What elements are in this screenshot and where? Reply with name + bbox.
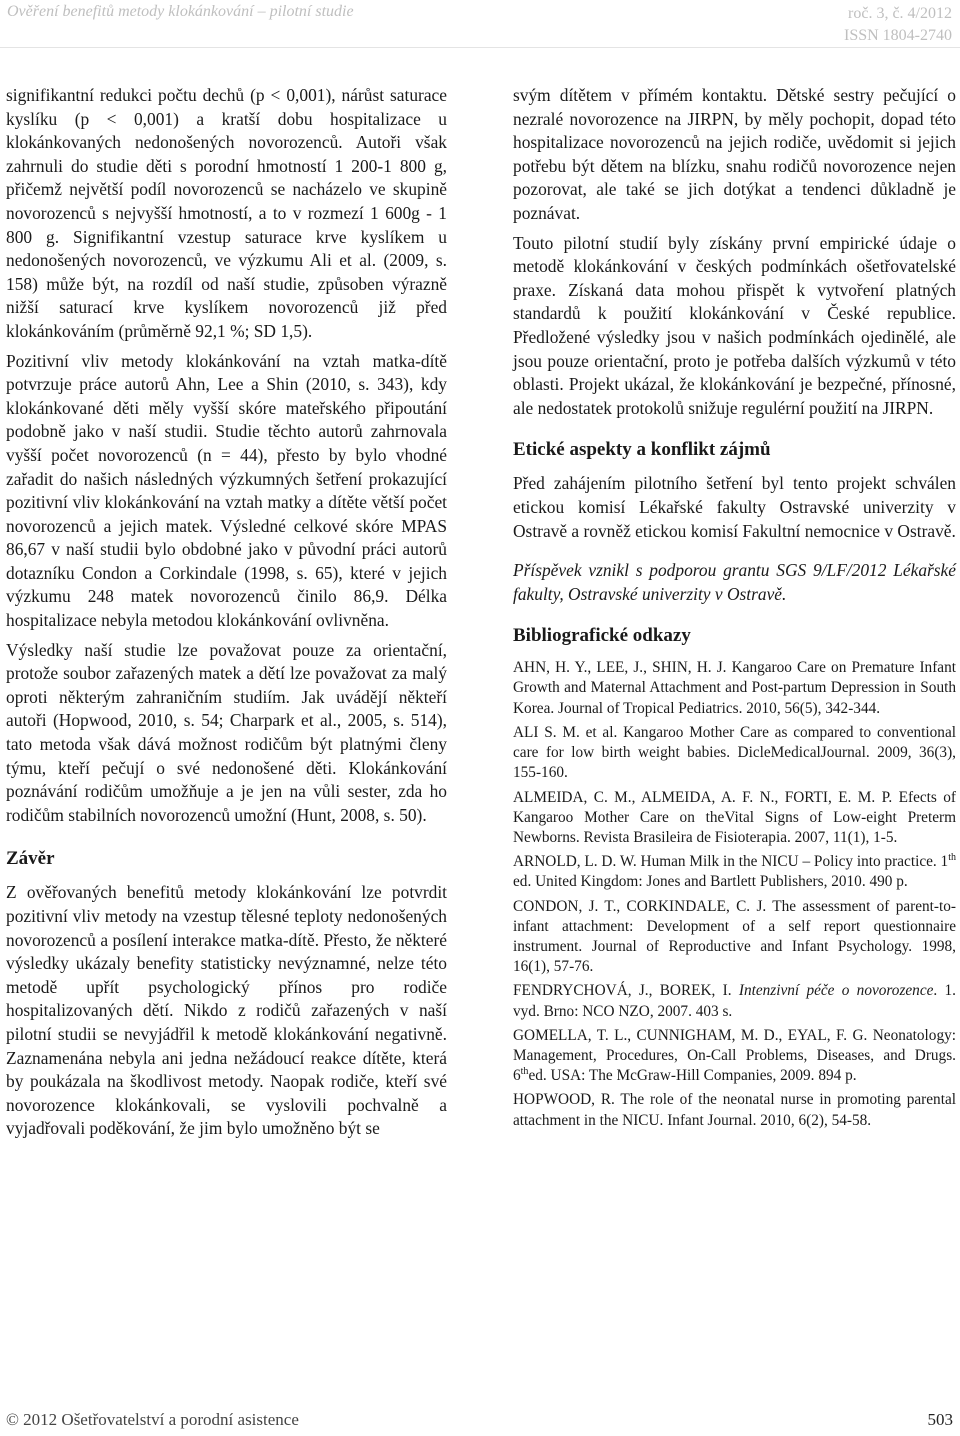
reference-item: CONDON, J. T., CORKINDALE, C. J. The assessment of parent-to-infant attachment: Development of a self report questionnaire instrument. Journal of Reproductive and Infant Psychology. 1998, 16(1), 57-76. xyxy=(513,897,956,976)
reference-text: GOMELLA, T. L., CUNNIGHAM, M. D., EYAL, F. G. Neonatology: Management, Procedures, On-Call Problems, Diseases, and Drugs. 6 xyxy=(513,1026,956,1085)
left-column xyxy=(6,84,447,1147)
header-divider xyxy=(0,47,960,48)
right-column xyxy=(513,84,956,1135)
reference-text: ed. United Kingdom: Jones and Bartlett Publishers, 2010. 490 p. xyxy=(513,873,908,891)
footer-copyright: © 2012 Ošetřovatelství a porodní asistence xyxy=(6,1410,299,1429)
paragraph: Z ověřovaných benefitů metody klokánkování lze potvrdit pozitivní vliv metody na vzestup tělesné teploty nedonošených novorozenců a posílení interakce matka-dítě. Přesto, že některé výsledky ukázaly benefity statisticky nevýznamné, nelze této metodě upřít psychologický přínos pro rodiče hospitalizovaných dětí. Nikdo z rodičů zařazených v naší pilotní studii se nevyjádřil k metodě klokánkování negativně. Zaznamenána nebyla ani jedna nežádoucí reakce dítěte, která by poukázala na škodlivost metody. Naopak rodiče, kteří své novorozence klokánkovali, se vyslovili pochvalně a vyjadřovali poděkování, že jim bylo umožněno být se xyxy=(6,882,447,1139)
page-number: 503 xyxy=(927,1410,953,1429)
reference-text: . 1. vyd. Brno: NCO NZO, 2007. 403 s. xyxy=(513,982,956,1020)
acknowledgement: Příspěvek vznikl s podporou grantu SGS 9/LF/2012 Lékařské fakulty, Ostravské univerzity v Ostravě. xyxy=(513,560,956,604)
section-heading-conclusion: Závěr xyxy=(6,848,55,870)
reference-item xyxy=(513,852,956,892)
journal-info xyxy=(844,3,952,47)
reference-text: FENDRYCHOVÁ, J., BOREK, I. xyxy=(513,982,739,1000)
superscript: th xyxy=(520,1066,529,1078)
reference-text: ed. USA: The McGraw-Hill Companies, 2009. 894 p. xyxy=(528,1067,857,1085)
reference-item: ALI S. M. et al. Kangaroo Mother Care as compared to conventional care for low birth weight babies. DicleMedicalJournal. 2009, 36(3), 155-160. xyxy=(513,723,956,782)
reference-item: AHN, H. Y., LEE, J., SHIN, H. J. Kangaroo Care on Premature Infant Growth and Maternal Attachment and Post-partum Depression in South Korea. Journal of Tropical Pediatrics. 2010, 56(5), 342-344. xyxy=(513,659,956,717)
superscript: th xyxy=(948,852,956,864)
paragraph: Výsledky naší studie lze považovat pouze za orientační, protože soubor zařazených matek a dětí lze považovat za malý oproti některým zahraničním studiím. Jak uvádějí někteří autoři (Hopwood, 2010, s. 54; Charpark et al., 2005, s. 514), tato metoda však dává možnost rodičům být platnými členy týmu, kteří pečují o své nedonošené děti. Klokánkování poznávání rodičům umožňuje a je jen na vůli sester, zda ho rodičům stabilních novorozenců umožní (Hunt, 2008, s. 50). xyxy=(6,639,447,825)
paragraph: Touto pilotní studií byly získány první empirické údaje o metodě klokánkování v českých podmínkách ošetřovatelské praxe. Získaná data mohou přispět k vytvoření platných standardů k použití klokánkování v České republice. Předložené výsledky jsou v našich podmínkách ojedinělé, ale jsou pouze orientační, proto je potřeba dalších výzkumů v této oblasti. Projekt ukázal, že klokánkování je bezpečné, přínosné, ale nedostatek protokolů snižuje regulérní použití na JIRPN. xyxy=(513,232,956,418)
issn: ISSN 1804-2740 xyxy=(843,27,952,44)
reference-title: Intenzivní péče o novorozence xyxy=(738,982,934,1000)
running-title: Ověření benefitů metody klokánkování – pilotní studie xyxy=(7,3,354,20)
section-heading-references: Bibliografické odkazy xyxy=(513,625,691,647)
reference-item xyxy=(513,1026,956,1087)
paragraph: Pozitivní vliv metody klokánkování na vztah matka-dítě potvrzuje práce autorů Ahn, Lee a Shin (2010, s. 343), kdy klokánkované děti měly vyšší skóre mateřského připoutání podobně jako v naší studii. Studie těchto autorů zahrnovala vyšší počet novorozenců (n = 44), přesto by bylo vhodné zařadit do našich následných výzkumných šetření prokazující pozitivní vliv klokánkování na vztah matky a dítěte větší počet novorozenců a jejich matek. Výsledné celkové skóre MPAS 86,67 v naší studii bylo obdobné jako v původní práci autorů dotazníku Condon a Corkindale (1998, s. 65), které v jejich výzkumu 248 matek novorozenců činilo 86,9. Délka hospitalizace nebyla metodou klokánkování ovlivněna. xyxy=(6,350,447,631)
reference-item xyxy=(513,981,956,1021)
reference-list xyxy=(513,658,956,1130)
paragraph: svým dítětem v přímém kontaktu. Dětské sestry pečující o nezralé novorozence na JIRPN, by měly pochopit, dopad této hospitalizace novorozenců na jejich rodiče, uvědomit si jejich potřebu být dětem na blízku, snahu rodičů novorozence nejen pozorovat, ale také se jich dotýkat a tendenci důkladně je poznávat. xyxy=(513,85,956,223)
reference-item: ALMEIDA, C. M., ALMEIDA, A. F. N., FORTI, E. M. P. Efects of Kangaroo Mother Care on theVital Signs of Low-eight Preterm Newborns. Revista Brasileira de Fisioterapia. 2007, 11(1), 1-5. xyxy=(513,788,956,846)
volume-issue: roč. 3, č. 4/2012 xyxy=(848,5,952,22)
reference-text: ARNOLD, L. D. W. Human Milk in the NICU – Policy into practice. 1 xyxy=(513,853,949,871)
paragraph: signifikantní redukci počtu dechů (p < 0,001), nárůst saturace kyslíku (p < 0,001) a kratší dobu hospitalizace u klokánkovaných nedonošených novorozenců. Autoři však zahrnuli do studie děti s porodní hmotností 1 200-1 800 g, přičemž největší podíl novorozenců se nacházelo ve skupině novorozenců s nejvyšší hmotností, a to v rozmezí 1 600g - 1 800 g. Signifikantní vzestup saturace krve kyslíkem u nedonošených novorozenců, ve výzkumu Ali et al. (2009, s. 158) může být, na rozdíl od naší studie, způsoben výrazně nižší saturací krve kyslíkem novorozenců již před klokánkováním (průměrně 92,1 %; SD 1,5). xyxy=(6,85,447,341)
section-heading-ethics: Etické aspekty a konflikt zájmů xyxy=(513,439,771,461)
paragraph: Před zahájením pilotního šetření byl tento projekt schválen etickou komisí Lékařské fakulty Ostravské univerzity v Ostravě a rovněž etickou komisí Fakultní nemocnice v Ostravě. xyxy=(513,473,956,541)
reference-item: HOPWOOD, R. The role of the neonatal nurse in promoting parental attachment in the NICU. Infant Journal. 2010, 6(2), 54-58. xyxy=(513,1091,956,1129)
